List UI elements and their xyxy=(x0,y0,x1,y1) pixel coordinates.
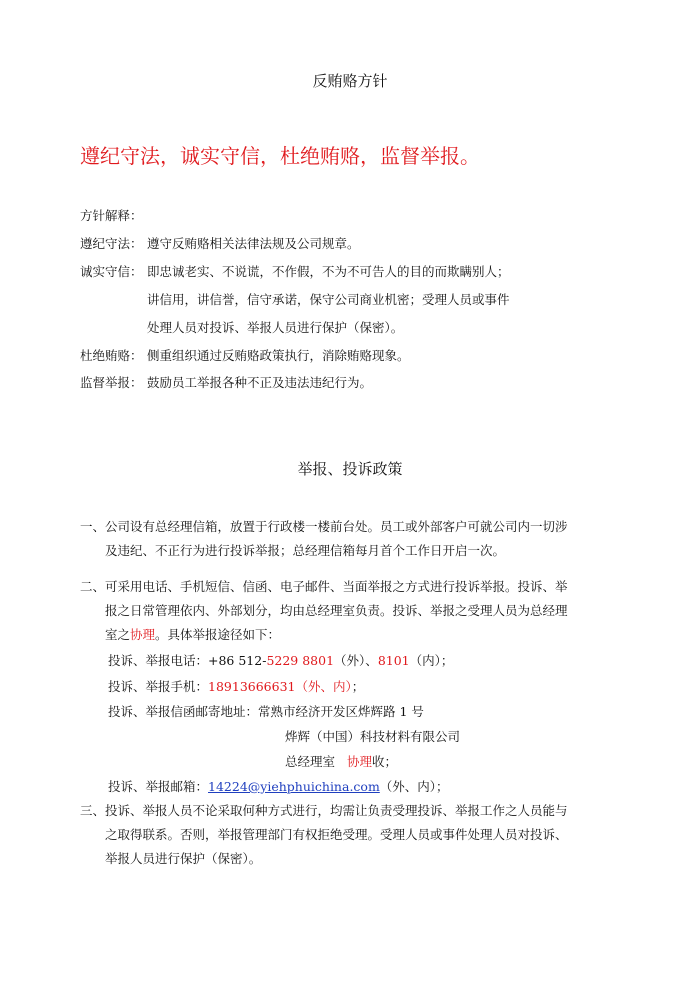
policy-paragraph-2 xyxy=(105,626,280,644)
explanation-term: 诚实守信： xyxy=(80,264,143,279)
policy-paragraph-1: 及违纪、不正行为进行投诉举报；总经理信箱每月首个工作日开启一次。 xyxy=(105,543,506,558)
section-title: 举报、投诉政策 xyxy=(297,460,403,478)
explanation-term: 监督举报： xyxy=(80,375,143,390)
explanation-text: 讲信用，讲信誉，信守承诺，保守公司商业机密；受理人员或事件 xyxy=(147,292,510,307)
contact-label: 投诉、举报邮箱： xyxy=(108,779,209,794)
text-segment: 。具体举报途径如下： xyxy=(155,627,281,642)
text-segment: 总经理室 xyxy=(285,754,336,769)
explanation-text: 遵守反贿赂相关法律法规及公司规章。 xyxy=(147,236,360,251)
contact-label: 投诉、举报手机： xyxy=(108,679,209,694)
text-segment: （外）、 xyxy=(334,653,378,668)
policy-paragraph-3: 之取得联系。否则，举报管理部门有权拒绝受理。受理人员或事件处理人员对投诉、 xyxy=(105,827,568,842)
text-segment: ； xyxy=(351,679,365,694)
explanation-text: 处理人员对投诉、举报人员进行保护（保密）。 xyxy=(147,320,404,335)
mail-company: 烨辉（中国）科技材料有限公司 xyxy=(285,729,461,744)
explanation-term: 杜绝贿赂： xyxy=(80,348,143,363)
phone-extension: 8101 xyxy=(377,653,410,668)
text-segment: 收； xyxy=(371,754,397,769)
text-segment: （内）； xyxy=(409,653,454,668)
text-segment: 室之 xyxy=(105,627,131,642)
policy-paragraph-3: 举报人员进行保护（保密）。 xyxy=(105,851,262,866)
mail-address: 投诉、举报信函邮寄地址：常熟市经济开发区烨辉路 1 号 xyxy=(108,704,424,719)
highlight-text: 协理 xyxy=(346,754,372,769)
explanation-term: 遵纪守法： xyxy=(80,236,143,251)
highlight-text: 协理 xyxy=(130,627,156,642)
mobile-number: 18913666631（外、内） xyxy=(208,679,352,694)
phone-contact xyxy=(108,652,453,670)
phone-number: 5229 8801 xyxy=(266,653,335,668)
policy-paragraph-2: 报之日常管理依内、外部划分，均由总经理室负责。投诉、举报之受理人员为总经理 xyxy=(105,603,568,618)
mobile-contact xyxy=(108,678,364,696)
policy-slogan: 遵纪守法，诚实守信，杜绝贿赂，监督举报。 xyxy=(80,144,480,168)
explanation-text: 鼓励员工举报各种不正及违法违纪行为。 xyxy=(147,375,373,390)
policy-paragraph-2: 二、可采用电话、手机短信、信函、电子邮件、当面举报之方式进行投诉举报。投诉、举 xyxy=(80,579,568,594)
email-link[interactable]: 14224@yiehphuichina.com xyxy=(208,779,380,794)
page-title: 反贿赂方针 xyxy=(312,72,388,90)
explanation-text: 侧重组织通过反贿赂政策执行，消除贿赂现象。 xyxy=(147,348,410,363)
policy-paragraph-1: 一、公司设有总经理信箱，放置于行政楼一楼前台处。员工或外部客户可就公司内一切涉 xyxy=(80,519,568,534)
email-contact xyxy=(108,778,449,796)
mail-recipient xyxy=(285,753,397,771)
explanation-text: 即忠诚老实、不说谎，不作假，不为不可告人的目的而欺瞒别人； xyxy=(147,264,510,279)
explanation-heading: 方针解释： xyxy=(80,208,143,223)
policy-paragraph-3: 三、投诉、举报人员不论采取何种方式进行，均需让负责受理投诉、举报工作之人员能与 xyxy=(80,803,568,818)
text-segment: （外、内）； xyxy=(379,779,449,794)
contact-label: 投诉、举报电话：+86 512- xyxy=(108,653,267,668)
